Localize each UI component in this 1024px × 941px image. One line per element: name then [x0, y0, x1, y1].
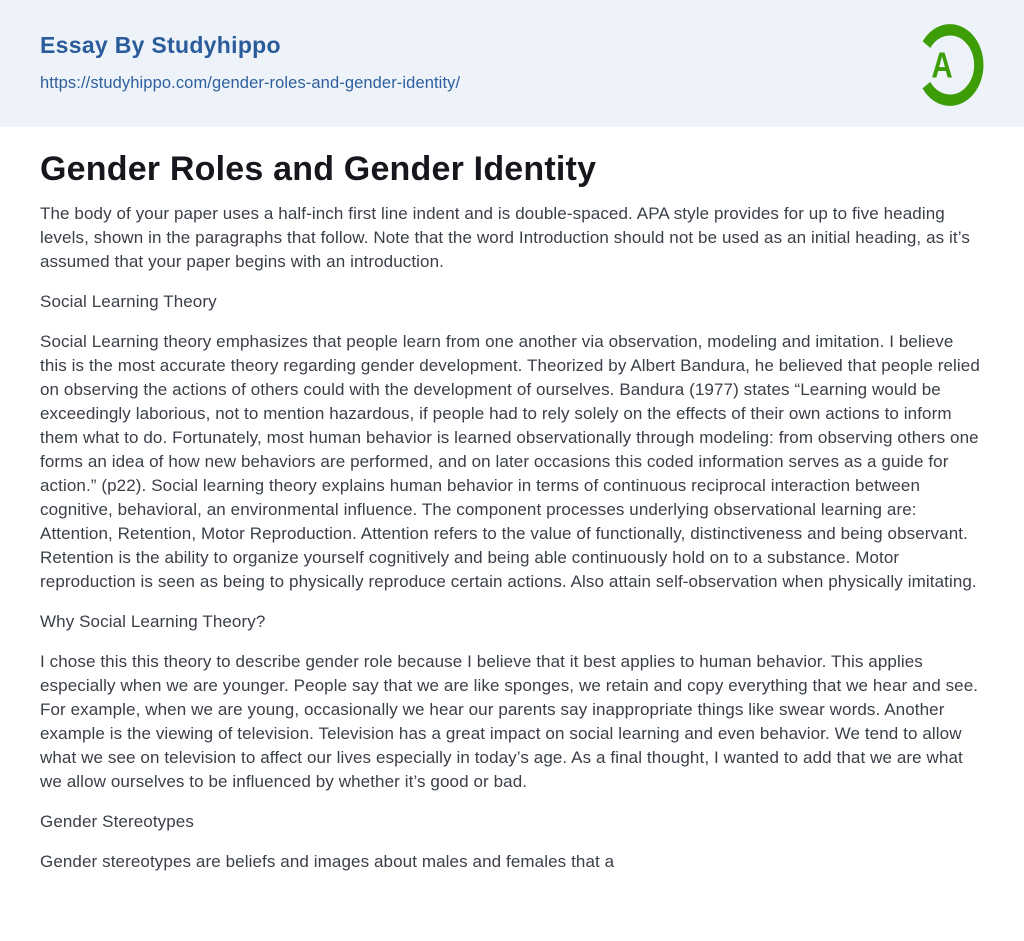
site-title: Essay By Studyhippo: [40, 32, 281, 59]
section-heading: Social Learning Theory: [40, 291, 217, 311]
page-header: [0, 0, 1024, 127]
logo-letter: A: [931, 43, 953, 85]
essay-content: [0, 127, 1024, 874]
essay-paragraph: Gender stereotypes are beliefs and images about males and females that a: [40, 851, 615, 871]
essay-url-link[interactable]: https://studyhippo.com/gender-roles-and-gender-identity/: [40, 73, 461, 92]
studyhippo-logo-icon: [914, 21, 986, 109]
essay-paragraph: The body of your paper uses a half-inch first line indent and is double-spaced. APA style provides for up to five heading levels, shown in the paragraphs that follow. Note that the word Introduction should not be used as an initial heading, as it’s assumed that your paper begins with an introduction.: [40, 203, 970, 271]
section-heading: Gender Stereotypes: [40, 811, 194, 831]
header-text-group: [40, 33, 460, 93]
essay-paragraph: Social Learning theory emphasizes that people learn from one another via observation, modeling and imitation. I believe this is the most accurate theory regarding gender development. Theorized by Albert Bandura, he believed that people relied on observing the actions of others could with the development of ourselves. Bandura (1977) states “Learning would be exceedingly laborious, not to mention hazardous, if people had to rely solely on the effects of their own actions to inform them what to do. Fortunately, most human behavior is learned observationally through modeling: from observing others one forms an idea of how new behaviors are performed, and on later occasions this coded information serves as a guide for action.” (p22). Social learning theory explains human behavior in terms of continuous reciprocal interaction between cognitive, behavioral, an environmental influence. The component processes underlying observational learning are: Attention, Retention, Motor Reproduction. Attention refers to the value of functionally, distinctiveness and being observant. Retention is the ability to organize yourself cognitively and being able continuously hold on to a substance. Motor reproduction is seen as being to physically reproduce certain actions. Also attain self-observation when physically imitating.: [40, 331, 980, 591]
section-heading: Why Social Learning Theory?: [40, 611, 266, 631]
essay-title: Gender Roles and Gender Identity: [40, 150, 597, 188]
essay-body: [40, 202, 984, 874]
essay-paragraph: I chose this this theory to describe gender role because I believe that it best applies to human behavior. This applies especially when we are younger. People say that we are like sponges, we retain and copy everything that we hear and see. For example, when we are young, occasionally we hear our parents say inappropriate things like swear words. Another example is the viewing of television. Television has a great impact on social learning and even behavior. We tend to allow what we see on television to affect our lives especially in today’s age. As a final thought, I wanted to add that we are what we allow ourselves to be influenced by whether it’s good or bad.: [40, 651, 979, 791]
